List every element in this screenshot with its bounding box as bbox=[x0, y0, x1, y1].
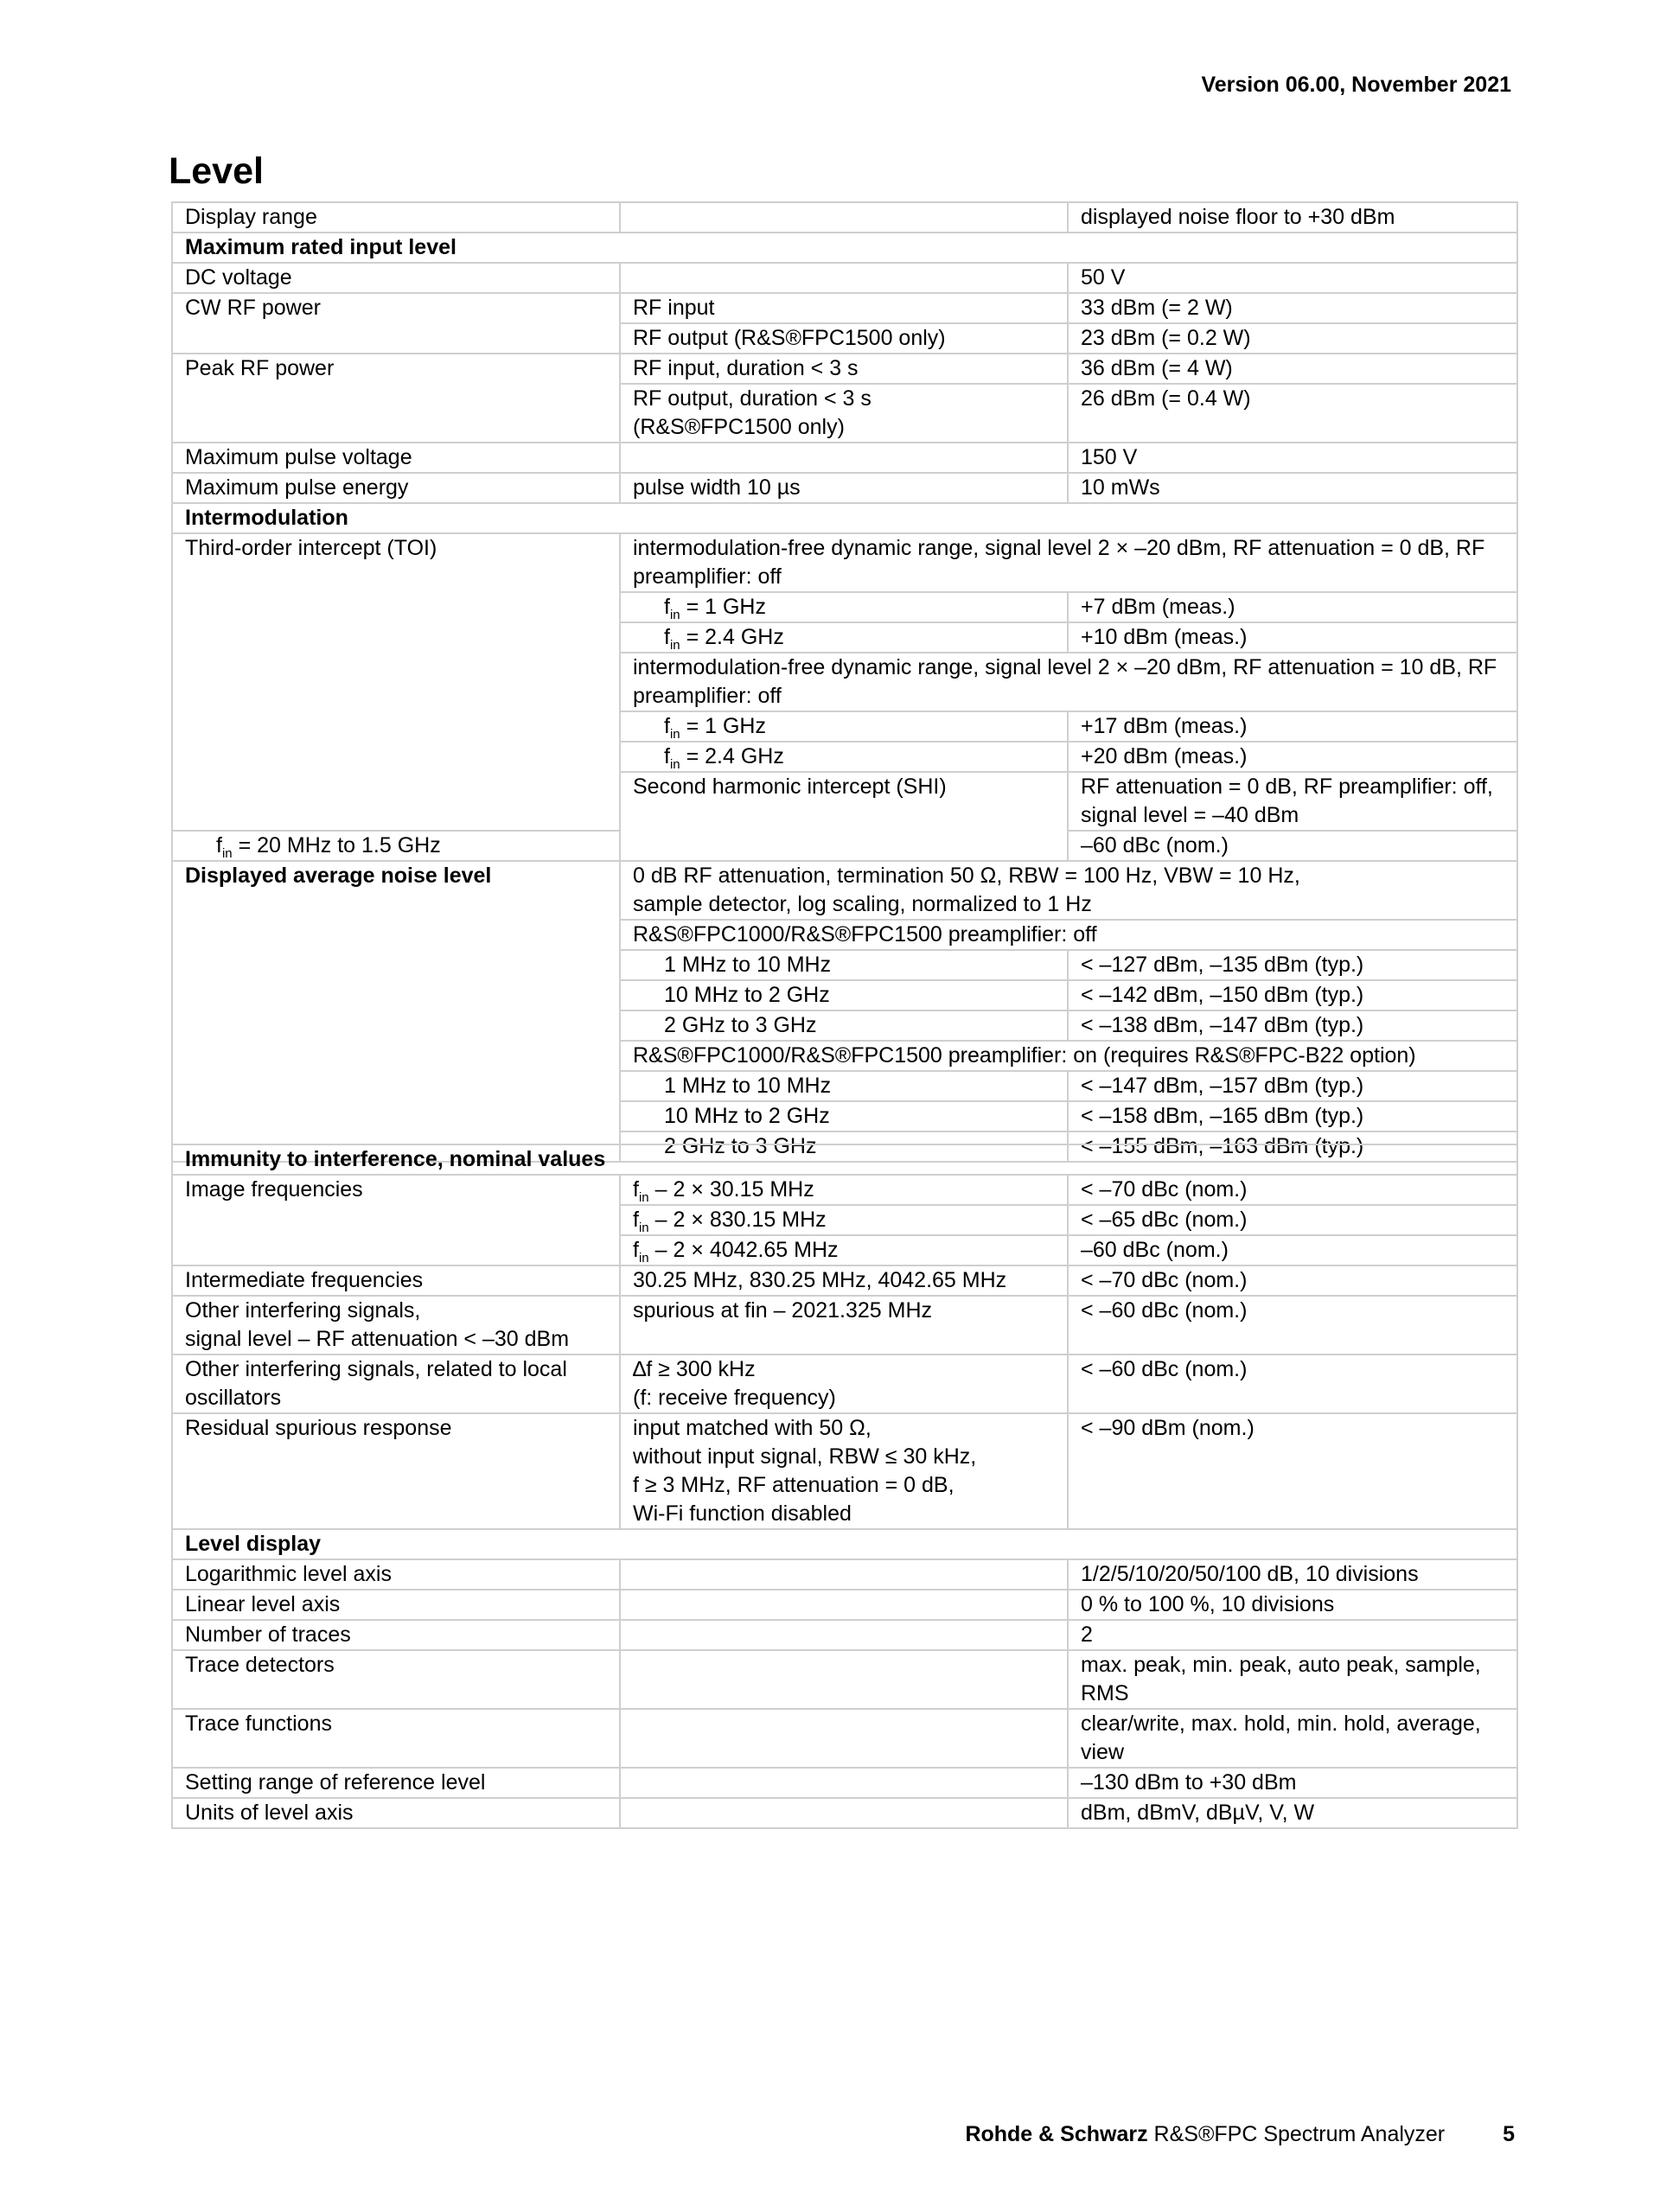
spec-label: Number of traces bbox=[172, 1620, 620, 1650]
spec-condition: 1 MHz to 10 MHz bbox=[620, 1071, 1068, 1101]
spec-condition: pulse width 10 µs bbox=[620, 473, 1068, 503]
spec-value: 0 % to 100 %, 10 divisions bbox=[1068, 1590, 1517, 1620]
spec-condition bbox=[620, 1620, 1068, 1650]
table-row bbox=[172, 473, 1517, 503]
spec-label: Linear level axis bbox=[172, 1590, 620, 1620]
spec-value: –60 dBc (nom.) bbox=[1068, 831, 1517, 861]
spec-condition: intermodulation-free dynamic range, signal level 2 × –20 dBm, RF attenuation = 10 dB, RF preamplifier: off bbox=[620, 653, 1517, 711]
spec-condition: 2 GHz to 3 GHz bbox=[620, 1131, 1068, 1162]
table-row bbox=[172, 1590, 1517, 1620]
spec-label: Trace functions bbox=[172, 1709, 620, 1768]
spec-label bbox=[172, 1296, 620, 1355]
table-row bbox=[172, 1620, 1517, 1650]
spec-condition: $f_{in} = 2.4$ GHz bbox=[620, 742, 1068, 772]
value-line: view bbox=[1081, 1740, 1125, 1764]
table-row bbox=[172, 1798, 1517, 1828]
spec-label: Residual spurious response bbox=[172, 1413, 620, 1529]
spec-label: Peak RF power bbox=[172, 354, 620, 443]
page-number: 5 bbox=[1503, 2122, 1515, 2146]
spec-value: < –90 dBm (nom.) bbox=[1068, 1413, 1517, 1529]
spec-value: +7 dBm (meas.) bbox=[1068, 592, 1517, 622]
spec-condition: intermodulation-free dynamic range, signal level 2 × –20 dBm, RF attenuation = 0 dB, RF preamplifier: off bbox=[620, 533, 1517, 592]
table-row bbox=[172, 1144, 1517, 1175]
table-row bbox=[172, 503, 1517, 533]
spec-condition: 1 MHz to 10 MHz bbox=[620, 950, 1068, 980]
version-header: Version 06.00, November 2021 bbox=[1201, 73, 1511, 97]
spec-condition bbox=[620, 1650, 1068, 1709]
table-row bbox=[172, 1265, 1517, 1296]
table-row bbox=[172, 861, 1517, 920]
condition-line: input matched with 50 Ω, bbox=[633, 1416, 872, 1440]
label-line: Other interfering signals, bbox=[185, 1298, 421, 1323]
spec-value: < –70 dBc (nom.) bbox=[1068, 1175, 1517, 1205]
table-row bbox=[172, 293, 1517, 323]
spec-condition: 10 MHz to 2 GHz bbox=[620, 980, 1068, 1010]
footer-product: R&S®FPC Spectrum Analyzer bbox=[1153, 2122, 1446, 2146]
spec-label: Maximum pulse energy bbox=[172, 473, 620, 503]
group-heading: Maximum rated input level bbox=[172, 233, 1517, 263]
spec-value: < –155 dBm, –163 dBm (typ.) bbox=[1068, 1131, 1517, 1162]
spec-value: < –147 dBm, –157 dBm (typ.) bbox=[1068, 1071, 1517, 1101]
spec-value: 36 dBm (= 4 W) bbox=[1068, 354, 1517, 384]
spec-condition: RF attenuation = 0 dB, RF preamplifier: off, signal level = –40 dBm bbox=[1068, 772, 1517, 831]
spec-condition: R&S®FPC1000/R&S®FPC1500 preamplifier: off bbox=[620, 920, 1517, 950]
spec-condition: $f_{in} - 2 \times 30.15$ MHz bbox=[620, 1175, 1068, 1205]
level-spec-table bbox=[171, 201, 1518, 1163]
spec-condition: $f_{in} - 2 \times 4042.65$ MHz bbox=[620, 1235, 1068, 1265]
spec-label: Maximum pulse voltage bbox=[172, 443, 620, 473]
condition-line: ∆f ≥ 300 kHz bbox=[633, 1357, 756, 1381]
condition-line: f ≥ 3 MHz, RF attenuation = 0 dB, bbox=[633, 1473, 954, 1497]
spec-label: Setting range of reference level bbox=[172, 1768, 620, 1798]
spec-value: < –127 dBm, –135 dBm (typ.) bbox=[1068, 950, 1517, 980]
spec-value: < –158 dBm, –165 dBm (typ.) bbox=[1068, 1101, 1517, 1131]
table-row bbox=[172, 1175, 1517, 1205]
label-line: oscillators bbox=[185, 1386, 282, 1410]
condition-line: (R&S®FPC1500 only) bbox=[633, 415, 845, 439]
spec-condition: spurious at fin – 2021.325 MHz bbox=[620, 1296, 1068, 1355]
spec-label: Trace detectors bbox=[172, 1650, 620, 1709]
table-row bbox=[172, 202, 1517, 233]
spec-label: Image frequencies bbox=[172, 1175, 620, 1265]
spec-value: < –60 dBc (nom.) bbox=[1068, 1355, 1517, 1413]
spec-value: 150 V bbox=[1068, 443, 1517, 473]
spec-condition bbox=[620, 384, 1068, 443]
spec-condition bbox=[620, 1413, 1068, 1529]
table-row bbox=[172, 233, 1517, 263]
value-line: clear/write, max. hold, min. hold, average, bbox=[1081, 1712, 1481, 1736]
spec-condition bbox=[620, 1768, 1068, 1798]
table-row bbox=[172, 1296, 1517, 1355]
spec-condition bbox=[620, 263, 1068, 293]
condition-line: (f: receive frequency) bbox=[633, 1386, 836, 1410]
spec-label: Third-order intercept (TOI) bbox=[172, 533, 620, 831]
spec-value: dBm, dBmV, dBµV, V, W bbox=[1068, 1798, 1517, 1828]
table-row bbox=[172, 1413, 1517, 1529]
spec-condition: 30.25 MHz, 830.25 MHz, 4042.65 MHz bbox=[620, 1265, 1068, 1296]
table-row bbox=[172, 1559, 1517, 1590]
spec-condition bbox=[620, 443, 1068, 473]
spec-condition: RF input, duration < 3 s bbox=[620, 354, 1068, 384]
footer-brand: Rohde & Schwarz bbox=[965, 2122, 1148, 2146]
spec-value: +17 dBm (meas.) bbox=[1068, 711, 1517, 742]
spec-condition: $f_{in} = 2.4$ GHz bbox=[620, 622, 1068, 653]
spec-label: Logarithmic level axis bbox=[172, 1559, 620, 1590]
spec-condition: RF input bbox=[620, 293, 1068, 323]
spec-condition: 2 GHz to 3 GHz bbox=[620, 1010, 1068, 1041]
value-line: max. peak, min. peak, auto peak, sample, bbox=[1081, 1653, 1481, 1677]
spec-value: 23 dBm (= 0.2 W) bbox=[1068, 323, 1517, 354]
spec-value bbox=[1068, 1650, 1517, 1709]
table-row bbox=[172, 263, 1517, 293]
spec-value: –60 dBc (nom.) bbox=[1068, 1235, 1517, 1265]
table-row bbox=[172, 443, 1517, 473]
spec-value: –130 dBm to +30 dBm bbox=[1068, 1768, 1517, 1798]
table-row bbox=[172, 1650, 1517, 1709]
table-row bbox=[172, 1709, 1517, 1768]
group-heading: Immunity to interference, nominal values bbox=[172, 1144, 1517, 1175]
spec-label: Second harmonic intercept (SHI) bbox=[620, 772, 1068, 861]
condition-line: sample detector, log scaling, normalized to 1 Hz bbox=[633, 892, 1092, 916]
spec-value: 33 dBm (= 2 W) bbox=[1068, 293, 1517, 323]
spec-value: < –70 dBc (nom.) bbox=[1068, 1265, 1517, 1296]
spec-value: 50 V bbox=[1068, 263, 1517, 293]
spec-value: < –60 dBc (nom.) bbox=[1068, 1296, 1517, 1355]
spec-label: Display range bbox=[172, 202, 620, 233]
spec-value: 1/2/5/10/20/50/100 dB, 10 divisions bbox=[1068, 1559, 1517, 1590]
spec-value: 10 mWs bbox=[1068, 473, 1517, 503]
spec-value: < –138 dBm, –147 dBm (typ.) bbox=[1068, 1010, 1517, 1041]
spec-value: displayed noise floor to +30 dBm bbox=[1068, 202, 1517, 233]
spec-condition: RF output (R&S®FPC1500 only) bbox=[620, 323, 1068, 354]
spec-value: 2 bbox=[1068, 1620, 1517, 1650]
label-line: signal level – RF attenuation < –30 dBm bbox=[185, 1327, 570, 1351]
spec-condition bbox=[620, 202, 1068, 233]
label-line: Other interfering signals, related to local bbox=[185, 1357, 567, 1381]
condition-line: RF output, duration < 3 s bbox=[633, 386, 872, 411]
spec-condition bbox=[620, 1355, 1068, 1413]
spec-condition bbox=[620, 1590, 1068, 1620]
value-line: RMS bbox=[1081, 1681, 1129, 1705]
table-row bbox=[172, 533, 1517, 592]
spec-condition bbox=[620, 1798, 1068, 1828]
spec-label: Intermediate frequencies bbox=[172, 1265, 620, 1296]
spec-value: < –142 dBm, –150 dBm (typ.) bbox=[1068, 980, 1517, 1010]
table-row bbox=[172, 1355, 1517, 1413]
spec-label: DC voltage bbox=[172, 263, 620, 293]
spec-condition bbox=[620, 1559, 1068, 1590]
spec-condition bbox=[620, 861, 1517, 920]
spec-value: +10 dBm (meas.) bbox=[1068, 622, 1517, 653]
table-row bbox=[172, 1768, 1517, 1798]
group-heading: Intermodulation bbox=[172, 503, 1517, 533]
spec-condition bbox=[620, 1709, 1068, 1768]
spec-label bbox=[172, 1355, 620, 1413]
spec-condition: $f_{in} = 20$ MHz to 1.5 GHz bbox=[172, 831, 620, 861]
section-title: Level bbox=[169, 150, 264, 192]
condition-line: Wi-Fi function disabled bbox=[633, 1501, 852, 1526]
group-heading: Level display bbox=[172, 1529, 1517, 1559]
spec-condition: R&S®FPC1000/R&S®FPC1500 preamplifier: on (requires R&S®FPC-B22 option) bbox=[620, 1041, 1517, 1071]
spec-label: CW RF power bbox=[172, 293, 620, 354]
spec-value: 26 dBm (= 0.4 W) bbox=[1068, 384, 1517, 443]
spec-condition: $f_{in} = 1$ GHz bbox=[620, 592, 1068, 622]
spec-condition: 10 MHz to 2 GHz bbox=[620, 1101, 1068, 1131]
condition-line: 0 dB RF attenuation, termination 50 Ω, RBW = 100 Hz, VBW = 10 Hz, bbox=[633, 864, 1300, 888]
condition-line: without input signal, RBW ≤ 30 kHz, bbox=[633, 1444, 977, 1469]
spec-label: Displayed average noise level bbox=[172, 861, 620, 1162]
spec-value: +20 dBm (meas.) bbox=[1068, 742, 1517, 772]
table-row bbox=[172, 1529, 1517, 1559]
spec-value: < –65 dBc (nom.) bbox=[1068, 1205, 1517, 1235]
spec-condition: $f_{in} - 2 \times 830.15$ MHz bbox=[620, 1205, 1068, 1235]
table-row bbox=[172, 354, 1517, 384]
immunity-spec-table bbox=[171, 1144, 1518, 1829]
spec-label: Units of level axis bbox=[172, 1798, 620, 1828]
spec-value bbox=[1068, 1709, 1517, 1768]
spec-condition: $f_{in} = 1$ GHz bbox=[620, 711, 1068, 742]
page-footer bbox=[965, 2122, 1515, 2147]
